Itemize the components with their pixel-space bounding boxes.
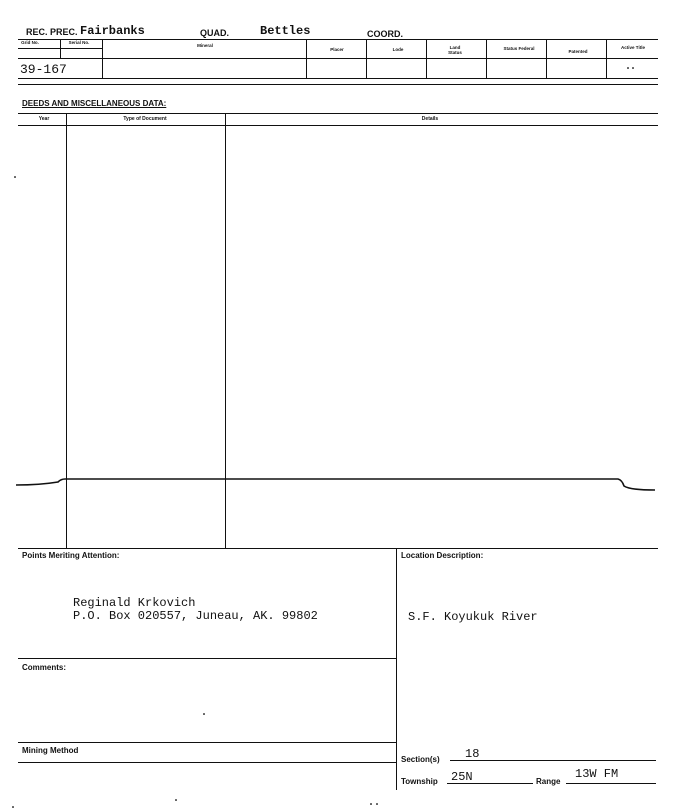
points-line-1: Reginald Krkovich [73,596,196,610]
mining-method-label: Mining Method [22,746,79,755]
header-top-rule [18,39,658,40]
col-land-status: Land Status [448,45,462,55]
col-details: Details [421,116,439,122]
bottom-divider [396,548,397,790]
col-mineral: Mineral [197,43,213,48]
sections-value: 18 [465,747,480,761]
header-bottom-rule-2 [18,84,658,85]
comments-rule [18,658,396,659]
deeds-title: DEEDS AND MISCELLANEOUS DATA: [22,99,167,108]
header-divider [606,39,607,78]
speck-mark [370,803,372,805]
township-field-line [447,783,533,784]
range-label: Range [536,777,561,786]
header-bottom-rule [18,78,658,79]
range-value: 13W FM [575,767,619,781]
speck-mark [632,67,634,69]
col-serial-no: Serial No. [68,40,90,45]
grid-no-value: 39-167 [20,62,67,77]
speck-mark [12,806,14,808]
splice-line [0,470,678,494]
col-grid-no: Grid No. [21,40,39,45]
header-divider [426,39,427,78]
sections-label: Section(s) [401,755,440,764]
col-status-federal: Status Federal [503,46,535,51]
bottom-top-rule [18,548,658,549]
header-divider [306,39,307,78]
speck-mark [627,67,629,69]
location-label: Location Description: [401,551,484,560]
mining-bottom-rule [18,762,396,763]
mining-rule [18,742,396,743]
quad-label: QUAD. [200,28,229,38]
rec-prec-value: Fairbanks [80,24,145,38]
rec-prec-label: REC. PREC. [26,27,78,37]
speck-mark [175,799,177,801]
points-line-2: P.O. Box 020557, Juneau, AK. 99802 [73,609,318,623]
deeds-top-rule [18,113,658,114]
col-lode: Lode [392,47,404,52]
comments-label: Comments: [22,663,67,672]
speck-mark [203,713,205,715]
location-value: S.F. Koyukuk River [408,610,538,624]
col-placer: Placer [330,47,344,52]
quad-value: Bettles [260,24,311,38]
township-label: Township [401,777,438,786]
col-type-of-document: Type of Document [123,116,167,122]
points-label: Points Meriting Attention: [22,551,120,560]
header-divider [366,39,367,78]
col-patented: Patented [568,49,588,54]
deeds-header-rule [18,125,658,126]
header-divider [546,39,547,78]
sections-field-line [450,760,656,761]
col-active-title: Active Title [621,45,645,50]
township-value: 25N [451,770,473,784]
header-divider [102,39,103,78]
speck-mark [14,176,16,178]
col-year: Year [38,116,50,122]
header-divider [486,39,487,78]
header-row-rule [18,58,658,59]
speck-mark [376,803,378,805]
range-field-line [566,783,656,784]
header-divider [60,39,61,58]
coord-label: COORD. [367,29,403,39]
